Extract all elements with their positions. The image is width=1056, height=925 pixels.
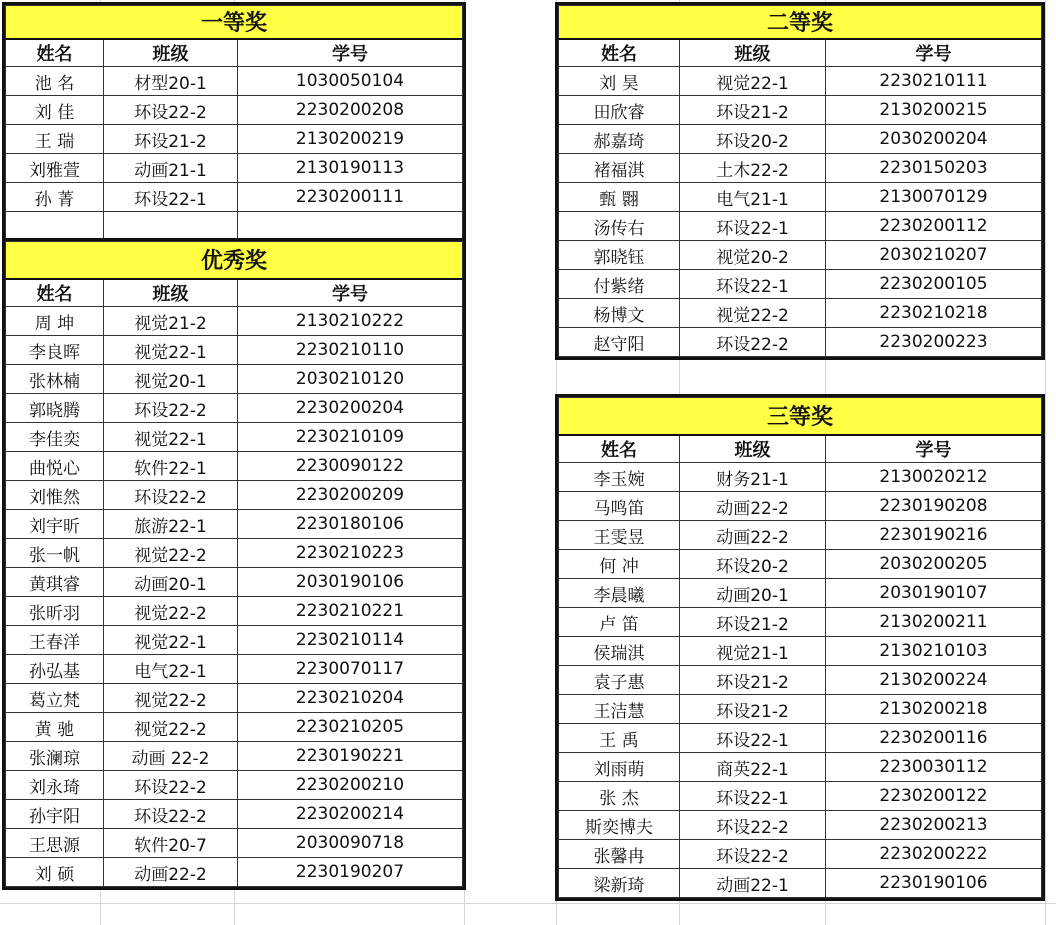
- table-row: [6, 365, 463, 394]
- cell-name: 刘雅萱: [6, 154, 104, 183]
- table-row: [559, 183, 1042, 212]
- blank-cell: [238, 212, 463, 239]
- cell-class: 财务21-1: [680, 463, 826, 492]
- table-row: [559, 840, 1042, 869]
- cell-class: 视觉22-2: [680, 299, 826, 328]
- table-row: [6, 183, 463, 212]
- table-row: [559, 724, 1042, 753]
- table-row: [559, 492, 1042, 521]
- cell-name: 黄 驰: [6, 713, 104, 742]
- table-row: [6, 125, 463, 154]
- cell-student-id: 2230200214: [238, 800, 463, 829]
- cell-name: 何 冲: [559, 550, 680, 579]
- table-row: [559, 154, 1042, 183]
- cell-student-id: 2130210222: [238, 307, 463, 336]
- table-row: [6, 655, 463, 684]
- table-row: [559, 811, 1042, 840]
- cell-name: 张 杰: [559, 782, 680, 811]
- table-row: [6, 96, 463, 125]
- cell-student-id: 2130210103: [826, 637, 1042, 666]
- header-student-id: 学号: [238, 39, 463, 67]
- table-row: [6, 67, 463, 96]
- table-row: [559, 96, 1042, 125]
- cell-name: 付紫绪: [559, 270, 680, 299]
- cell-class: 环设22-1: [680, 212, 826, 241]
- cell-class: 环设22-2: [104, 394, 238, 423]
- cell-class: 动画 22-2: [104, 742, 238, 771]
- table-row: [559, 241, 1042, 270]
- cell-student-id: 2130200224: [826, 666, 1042, 695]
- cell-class: 视觉22-2: [104, 684, 238, 713]
- cell-student-id: 2230210218: [826, 299, 1042, 328]
- cell-name: 赵守阳: [559, 328, 680, 357]
- cell-student-id: 2130200218: [826, 695, 1042, 724]
- header-student-id: 学号: [826, 435, 1042, 463]
- cell-class: 环设22-1: [680, 782, 826, 811]
- table-row: [559, 695, 1042, 724]
- cell-student-id: 1030050104: [238, 67, 463, 96]
- table-row: [6, 336, 463, 365]
- table-row: [559, 270, 1042, 299]
- cell-student-id: 2230180106: [238, 510, 463, 539]
- cell-name: 卢 笛: [559, 608, 680, 637]
- cell-student-id: 2230210205: [238, 713, 463, 742]
- table-row: [559, 125, 1042, 154]
- second-prize-table: [555, 2, 1045, 360]
- cell-class: 环设22-1: [680, 724, 826, 753]
- cell-class: 环设21-2: [680, 96, 826, 125]
- table-row: [559, 579, 1042, 608]
- cell-student-id: 2230190207: [238, 858, 463, 887]
- cell-class: 动画21-1: [104, 154, 238, 183]
- cell-student-id: 2030210207: [826, 241, 1042, 270]
- cell-name: 刘 昊: [559, 67, 680, 96]
- cell-class: 动画22-1: [680, 869, 826, 898]
- cell-name: 王思源: [6, 829, 104, 858]
- cell-name: 李良晖: [6, 336, 104, 365]
- cell-student-id: 2230190106: [826, 869, 1042, 898]
- cell-student-id: 2230210114: [238, 626, 463, 655]
- cell-name: 王 瑞: [6, 125, 104, 154]
- cell-name: 孙弘基: [6, 655, 104, 684]
- cell-name: 郭晓钰: [559, 241, 680, 270]
- table-row: [559, 212, 1042, 241]
- cell-student-id: 2230210111: [826, 67, 1042, 96]
- cell-class: 软件20-7: [104, 829, 238, 858]
- table-row: [6, 713, 463, 742]
- cell-name: 斯奕博夫: [559, 811, 680, 840]
- cell-class: 视觉20-2: [680, 241, 826, 270]
- cell-class: 视觉21-1: [680, 637, 826, 666]
- cell-student-id: 2130200211: [826, 608, 1042, 637]
- table-row: [559, 463, 1042, 492]
- cell-class: 视觉20-1: [104, 365, 238, 394]
- cell-class: 环设21-2: [680, 695, 826, 724]
- cell-class: 旅游22-1: [104, 510, 238, 539]
- first-prize-table: [2, 2, 466, 242]
- cell-name: 侯瑞淇: [559, 637, 680, 666]
- table-row: [6, 423, 463, 452]
- cell-student-id: 2130070129: [826, 183, 1042, 212]
- cell-student-id: 2230200111: [238, 183, 463, 212]
- cell-class: 环设22-1: [680, 270, 826, 299]
- cell-class: 环设22-2: [104, 800, 238, 829]
- table-row: [6, 858, 463, 887]
- cell-name: 王 禹: [559, 724, 680, 753]
- cell-name: 张澜琼: [6, 742, 104, 771]
- cell-class: 环设21-2: [680, 666, 826, 695]
- cell-class: 环设20-2: [680, 550, 826, 579]
- cell-student-id: 2130020212: [826, 463, 1042, 492]
- cell-name: 刘永琦: [6, 771, 104, 800]
- table-row: [6, 626, 463, 655]
- cell-student-id: 2230030112: [826, 753, 1042, 782]
- cell-name: 袁子惠: [559, 666, 680, 695]
- cell-name: 李佳奕: [6, 423, 104, 452]
- cell-student-id: 2130190113: [238, 154, 463, 183]
- cell-name: 刘宇昕: [6, 510, 104, 539]
- cell-name: 黄琪睿: [6, 568, 104, 597]
- cell-class: 环设22-2: [680, 328, 826, 357]
- cell-class: 环设20-2: [680, 125, 826, 154]
- table-row: [6, 510, 463, 539]
- cell-name: 张林楠: [6, 365, 104, 394]
- cell-class: 动画22-2: [104, 858, 238, 887]
- cell-student-id: 2230190208: [826, 492, 1042, 521]
- cell-name: 王春洋: [6, 626, 104, 655]
- cell-name: 梁新琦: [559, 869, 680, 898]
- header-name: 姓名: [6, 39, 104, 67]
- table-row: [6, 481, 463, 510]
- cell-name: 李玉婉: [559, 463, 680, 492]
- cell-class: 材型20-1: [104, 67, 238, 96]
- cell-student-id: 2230210204: [238, 684, 463, 713]
- cell-name: 刘惟然: [6, 481, 104, 510]
- cell-name: 周 坤: [6, 307, 104, 336]
- cell-student-id: 2230210221: [238, 597, 463, 626]
- table-row: [559, 328, 1042, 357]
- cell-name: 孙宇阳: [6, 800, 104, 829]
- cell-name: 田欣睿: [559, 96, 680, 125]
- cell-name: 甄 翾: [559, 183, 680, 212]
- cell-name: 王雯昱: [559, 521, 680, 550]
- blank-cell: [104, 212, 238, 239]
- cell-class: 视觉22-1: [104, 626, 238, 655]
- table-row: [6, 539, 463, 568]
- blank-cell: [6, 212, 104, 239]
- table-row: [559, 550, 1042, 579]
- cell-class: 环设22-2: [104, 481, 238, 510]
- second-prize-title: 二等奖: [559, 6, 1042, 39]
- header-student-id: 学号: [826, 39, 1042, 67]
- header-name: 姓名: [559, 39, 680, 67]
- cell-name: 汤传右: [559, 212, 680, 241]
- cell-student-id: 2230200105: [826, 270, 1042, 299]
- table-row: [559, 753, 1042, 782]
- cell-student-id: 2230190216: [826, 521, 1042, 550]
- cell-class: 视觉21-2: [104, 307, 238, 336]
- excellence-prize-table: [2, 238, 466, 890]
- cell-class: 环设21-2: [104, 125, 238, 154]
- cell-class: 视觉22-2: [104, 713, 238, 742]
- table-row: [559, 666, 1042, 695]
- header-name: 姓名: [559, 435, 680, 463]
- cell-class: 环设22-2: [104, 771, 238, 800]
- cell-class: 视觉22-1: [104, 423, 238, 452]
- cell-class: 环设22-1: [104, 183, 238, 212]
- cell-class: 环设22-2: [680, 811, 826, 840]
- table-row: [6, 771, 463, 800]
- table-row: [6, 154, 463, 183]
- cell-student-id: 2030190107: [826, 579, 1042, 608]
- cell-student-id: 2230090122: [238, 452, 463, 481]
- cell-name: 张一帆: [6, 539, 104, 568]
- table-row: [6, 829, 463, 858]
- table-row: [6, 684, 463, 713]
- table-row: [559, 869, 1042, 898]
- table-row: [6, 307, 463, 336]
- cell-student-id: 2230200116: [826, 724, 1042, 753]
- cell-name: 葛立梵: [6, 684, 104, 713]
- cell-name: 杨博文: [559, 299, 680, 328]
- cell-name: 池 名: [6, 67, 104, 96]
- cell-class: 动画20-1: [680, 579, 826, 608]
- cell-student-id: 2230200222: [826, 840, 1042, 869]
- cell-name: 张昕羽: [6, 597, 104, 626]
- excellence-prize-title: 优秀奖: [6, 242, 463, 279]
- header-class: 班级: [104, 39, 238, 67]
- header-class: 班级: [680, 39, 826, 67]
- cell-class: 视觉22-2: [104, 539, 238, 568]
- cell-class: 动画22-2: [680, 492, 826, 521]
- table-row: [559, 521, 1042, 550]
- cell-student-id: 2230190221: [238, 742, 463, 771]
- first-prize-title: 一等奖: [6, 6, 463, 39]
- cell-class: 视觉22-1: [104, 336, 238, 365]
- cell-student-id: 2030200204: [826, 125, 1042, 154]
- cell-student-id: 2230200122: [826, 782, 1042, 811]
- cell-name: 刘 硕: [6, 858, 104, 887]
- table-row: [559, 608, 1042, 637]
- cell-class: 动画20-1: [104, 568, 238, 597]
- header-name: 姓名: [6, 279, 104, 307]
- cell-student-id: 2230150203: [826, 154, 1042, 183]
- cell-name: 褚福淇: [559, 154, 680, 183]
- cell-class: 商英22-1: [680, 753, 826, 782]
- table-row: [6, 452, 463, 481]
- cell-student-id: 2030190106: [238, 568, 463, 597]
- cell-student-id: 2230200210: [238, 771, 463, 800]
- table-row: [559, 637, 1042, 666]
- cell-class: 电气21-1: [680, 183, 826, 212]
- cell-name: 张馨冉: [559, 840, 680, 869]
- cell-student-id: 2230200204: [238, 394, 463, 423]
- cell-student-id: 2030200205: [826, 550, 1042, 579]
- table-row: [6, 742, 463, 771]
- table-row: [6, 800, 463, 829]
- table-row: [559, 299, 1042, 328]
- cell-student-id: 2230210109: [238, 423, 463, 452]
- cell-name: 李晨曦: [559, 579, 680, 608]
- cell-class: 环设21-2: [680, 608, 826, 637]
- table-row: [559, 782, 1042, 811]
- cell-student-id: 2230210223: [238, 539, 463, 568]
- cell-student-id: 2130200219: [238, 125, 463, 154]
- cell-student-id: 2230070117: [238, 655, 463, 684]
- cell-student-id: 2030210120: [238, 365, 463, 394]
- third-prize-table: [555, 394, 1045, 901]
- cell-student-id: 2230200209: [238, 481, 463, 510]
- cell-class: 环设22-2: [104, 96, 238, 125]
- cell-student-id: 2230200223: [826, 328, 1042, 357]
- cell-student-id: 2230200208: [238, 96, 463, 125]
- cell-name: 郝嘉琦: [559, 125, 680, 154]
- header-class: 班级: [680, 435, 826, 463]
- header-student-id: 学号: [238, 279, 463, 307]
- cell-name: 王洁慧: [559, 695, 680, 724]
- cell-name: 孙 菁: [6, 183, 104, 212]
- third-prize-title: 三等奖: [559, 398, 1042, 435]
- cell-student-id: 2030090718: [238, 829, 463, 858]
- cell-class: 环设22-2: [680, 840, 826, 869]
- cell-name: 马鸣笛: [559, 492, 680, 521]
- cell-student-id: 2230210110: [238, 336, 463, 365]
- cell-class: 视觉22-1: [680, 67, 826, 96]
- table-row: [6, 597, 463, 626]
- table-row: [6, 568, 463, 597]
- cell-class: 电气22-1: [104, 655, 238, 684]
- cell-student-id: 2130200215: [826, 96, 1042, 125]
- table-row: [559, 67, 1042, 96]
- cell-class: 动画22-2: [680, 521, 826, 550]
- cell-student-id: 2230200213: [826, 811, 1042, 840]
- cell-class: 软件22-1: [104, 452, 238, 481]
- cell-name: 曲悦心: [6, 452, 104, 481]
- cell-class: 视觉22-2: [104, 597, 238, 626]
- cell-student-id: 2230200112: [826, 212, 1042, 241]
- cell-name: 刘 佳: [6, 96, 104, 125]
- header-class: 班级: [104, 279, 238, 307]
- cell-class: 土木22-2: [680, 154, 826, 183]
- table-row: [6, 394, 463, 423]
- cell-name: 郭晓腾: [6, 394, 104, 423]
- cell-name: 刘雨萌: [559, 753, 680, 782]
